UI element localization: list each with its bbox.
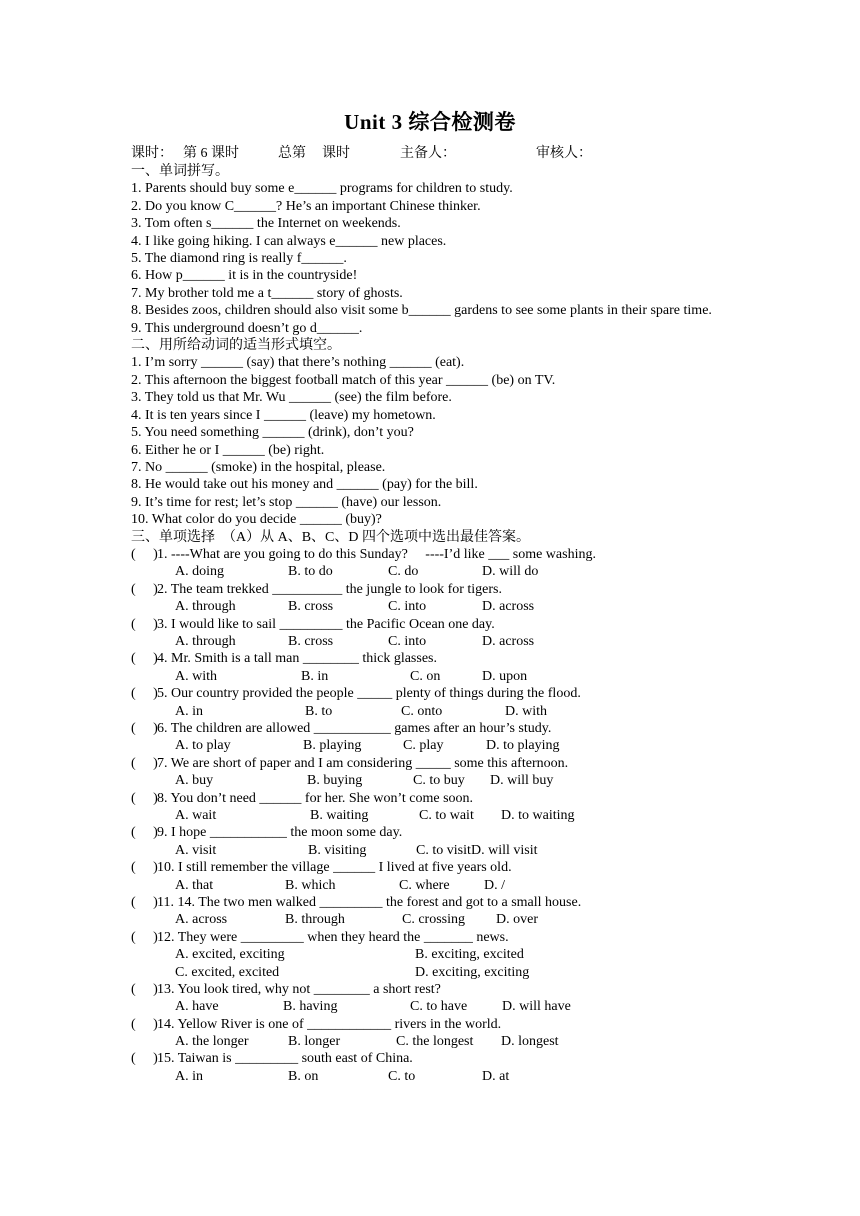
spelling-item: 5. The diamond ring is really f______. [131, 251, 347, 267]
question-text: 12. They were _________ when they heard the _______ news. [157, 929, 509, 945]
mc-question [131, 685, 741, 702]
options-row [131, 946, 741, 963]
option-c: C. on [410, 668, 441, 684]
question-text: 1. ----What are you going to do this Sunday? ----I’d like ___ some washing. [157, 546, 596, 562]
verb-item: 8. He would take out his money and ______ (pay) for the bill. [131, 477, 478, 493]
option-c: C. where [399, 877, 450, 893]
spelling-item: 9. This underground doesn’t go d______. [131, 320, 363, 336]
option-c: C. to buy [413, 773, 465, 789]
mc-question [131, 859, 741, 876]
options-row [131, 877, 741, 894]
section1-heading: 一、单词拼写。 [131, 164, 229, 179]
option-a: A. to play [175, 738, 231, 754]
spelling-item: 2. Do you know C______? He’s an important Chinese thinker. [131, 198, 481, 214]
question-text: 9. I hope ___________ the moon some day. [157, 825, 403, 841]
option-b: B. exciting, excited [415, 947, 524, 963]
option-c: C. do [388, 564, 419, 580]
option-a: A. that [175, 877, 214, 893]
options-row [131, 998, 741, 1015]
options-row [131, 703, 741, 720]
options-row [131, 598, 741, 615]
question-text: 8. You don’t need ______ for her. She won’t come soon. [157, 790, 474, 806]
answer-blank[interactable]: ( ) [131, 755, 158, 771]
option-b: B. through [285, 912, 345, 928]
answer-blank[interactable]: ( ) [131, 616, 158, 632]
option-c: C. into [388, 599, 427, 615]
option-d: D. longest [501, 1034, 559, 1050]
worksheet-content [131, 163, 741, 1085]
option-a: A. in [175, 1068, 203, 1084]
option-a: A. excited, exciting [175, 947, 285, 963]
answer-blank[interactable]: ( ) [131, 651, 158, 667]
spelling-item: 6. How p______ it is in the countryside! [131, 268, 358, 284]
section2-list [131, 354, 741, 528]
question-text: 5. Our country provided the people _____ plenty of things during the flood. [157, 686, 581, 702]
options-row [131, 563, 741, 580]
answer-blank[interactable]: ( ) [131, 981, 158, 997]
option-a: A. the longer [175, 1034, 249, 1050]
option-b: B. to do [288, 564, 333, 580]
option-b: B. cross [288, 633, 334, 649]
option-d: D. will have [502, 999, 571, 1015]
answer-blank[interactable]: ( ) [131, 546, 158, 562]
option-d: D. upon [482, 668, 528, 684]
total-label: 总第 [278, 146, 306, 161]
options-row [131, 964, 741, 981]
option-a: A. with [175, 668, 217, 684]
mc-question [131, 790, 741, 807]
mc-question [131, 650, 741, 667]
options-row [131, 1033, 741, 1050]
answer-blank[interactable]: ( ) [131, 929, 158, 945]
option-d: D. over [496, 912, 538, 928]
verb-item: 4. It is ten years since I ______ (leave) my hometown. [131, 407, 436, 423]
answer-blank[interactable]: ( ) [131, 686, 158, 702]
option-a: A. buy [175, 773, 214, 789]
question-text: 2. The team trekked __________ the jungle to look for tigers. [157, 581, 503, 597]
spelling-item: 1. Parents should buy some e______ programs for children to study. [131, 181, 513, 197]
option-c: C. crossing [402, 912, 465, 928]
spelling-item: 8. Besides zoos, children should also visit some b______ gardens to see some plants in their spare time. [131, 303, 712, 319]
option-b: B. to [305, 703, 333, 719]
option-b: B. buying [307, 773, 363, 789]
answer-blank[interactable]: ( ) [131, 894, 158, 910]
lesson-label: 课时： [131, 146, 173, 161]
question-text: 11. 14. The two men walked _________ the forest and got to a small house. [157, 894, 582, 910]
question-text: 4. Mr. Smith is a tall man ________ thick glasses. [157, 651, 437, 667]
mc-question [131, 546, 741, 563]
option-b: B. having [283, 999, 338, 1015]
mc-question [131, 755, 741, 772]
option-c: C. to [388, 1068, 416, 1084]
options-row [131, 668, 741, 685]
option-d: D. at [482, 1068, 510, 1084]
answer-blank[interactable]: ( ) [131, 825, 158, 841]
page-title: Unit 3 综合检测卷 [344, 110, 516, 134]
option-a: A. through [175, 599, 236, 615]
answer-blank[interactable]: ( ) [131, 581, 158, 597]
option-a: A. through [175, 633, 236, 649]
question-text: 10. I still remember the village ______ I lived at five years old. [157, 860, 512, 876]
verb-item: 3. They told us that Mr. Wu ______ (see) the film before. [131, 390, 452, 406]
option-c: C. excited, excited [175, 964, 280, 980]
option-c: C. to have [410, 999, 468, 1015]
question-text: 7. We are short of paper and I am considering _____ some this afternoon. [157, 755, 569, 771]
section3-list [131, 546, 741, 1085]
spelling-item: 7. My brother told me a t______ story of ghosts. [131, 285, 403, 301]
option-d: D. across [482, 599, 535, 615]
option-c: C. to visit [416, 842, 471, 858]
options-row [131, 737, 741, 754]
question-text: 14. Yellow River is one of ____________ rivers in the world. [157, 1016, 502, 1032]
answer-blank[interactable]: ( ) [131, 1051, 158, 1067]
verb-item: 7. No ______ (smoke) in the hospital, please. [131, 459, 386, 475]
option-b: B. in [301, 668, 329, 684]
option-d: D. across [482, 633, 535, 649]
reviewer-label: 审核人： [536, 146, 592, 161]
option-b: B. waiting [310, 807, 369, 823]
options-row [131, 807, 741, 824]
mc-question [131, 1016, 741, 1033]
option-b: B. on [288, 1068, 319, 1084]
mc-question [131, 894, 741, 911]
answer-blank[interactable]: ( ) [131, 720, 158, 736]
mc-question [131, 581, 741, 598]
options-row [131, 911, 741, 928]
section3-heading: 三、单项选择 （A）从 A、B、C、D 四个选项中选出最佳答案。 [131, 529, 531, 545]
mc-question [131, 929, 741, 946]
option-a: A. have [175, 999, 219, 1015]
meta-line [131, 145, 592, 162]
option-c: C. play [403, 738, 444, 754]
option-c: C. into [388, 633, 427, 649]
option-a: A. wait [175, 807, 217, 823]
question-text: 15. Taiwan is _________ south east of China. [157, 1051, 413, 1067]
option-d: D. / [484, 877, 505, 893]
option-d: D. to playing [486, 738, 560, 754]
options-row [131, 842, 741, 859]
verb-item: 9. It’s time for rest; let’s stop ______ (have) our lesson. [131, 494, 442, 510]
mc-question [131, 616, 741, 633]
verb-item: 2. This afternoon the biggest football match of this year ______ (be) on TV. [131, 372, 556, 388]
options-row [131, 772, 741, 789]
verb-item: 10. What color do you decide ______ (buy)? [131, 512, 382, 528]
option-d: D. to waiting [501, 807, 575, 823]
option-a: A. across [175, 912, 228, 928]
question-text: 6. The children are allowed ___________ games after an hour’s study. [157, 720, 552, 736]
option-a: A. in [175, 703, 203, 719]
spelling-item: 4. I like going hiking. I can always e______ new places. [131, 233, 447, 249]
option-c: C. onto [401, 703, 443, 719]
options-row [131, 633, 741, 650]
preparer-label: 主备人： [400, 146, 456, 161]
option-b: B. visiting [308, 842, 367, 858]
spelling-item: 3. Tom often s______ the Internet on weekends. [131, 216, 401, 232]
answer-blank[interactable]: ( ) [131, 860, 158, 876]
mc-question [131, 720, 741, 737]
option-c: C. to wait [419, 807, 474, 823]
section2-heading: 二、用所给动词的适当形式填空。 [131, 338, 341, 354]
option-b: B. cross [288, 599, 334, 615]
option-d: D. exciting, exciting [415, 964, 530, 980]
total-value: 课时 [322, 146, 350, 161]
lesson-value: 第 6 课时 [183, 146, 239, 161]
options-row [131, 1068, 741, 1085]
verb-item: 5. You need something ______ (drink), don’t you? [131, 425, 414, 441]
option-a: A. doing [175, 564, 224, 580]
verb-item: 1. I’m sorry ______ (say) that there’s nothing ______ (eat). [131, 355, 465, 371]
option-d: D. will do [482, 564, 539, 580]
option-b: B. longer [288, 1034, 341, 1050]
option-c: C. the longest [396, 1034, 474, 1050]
mc-question [131, 1050, 741, 1067]
answer-blank[interactable]: ( ) [131, 1016, 158, 1032]
option-d: D. with [505, 703, 547, 719]
answer-blank[interactable]: ( ) [131, 790, 158, 806]
mc-question [131, 824, 741, 841]
option-a: A. visit [175, 842, 217, 858]
option-d: D. will visit [471, 842, 538, 858]
option-b: B. which [285, 877, 336, 893]
verb-item: 6. Either he or I ______ (be) right. [131, 442, 325, 458]
section1-list [131, 180, 741, 337]
question-text: 13. You look tired, why not ________ a short rest? [157, 981, 441, 997]
mc-question [131, 981, 741, 998]
question-text: 3. I would like to sail _________ the Pacific Ocean one day. [157, 616, 495, 632]
option-d: D. will buy [490, 773, 554, 789]
option-b: B. playing [303, 738, 362, 754]
